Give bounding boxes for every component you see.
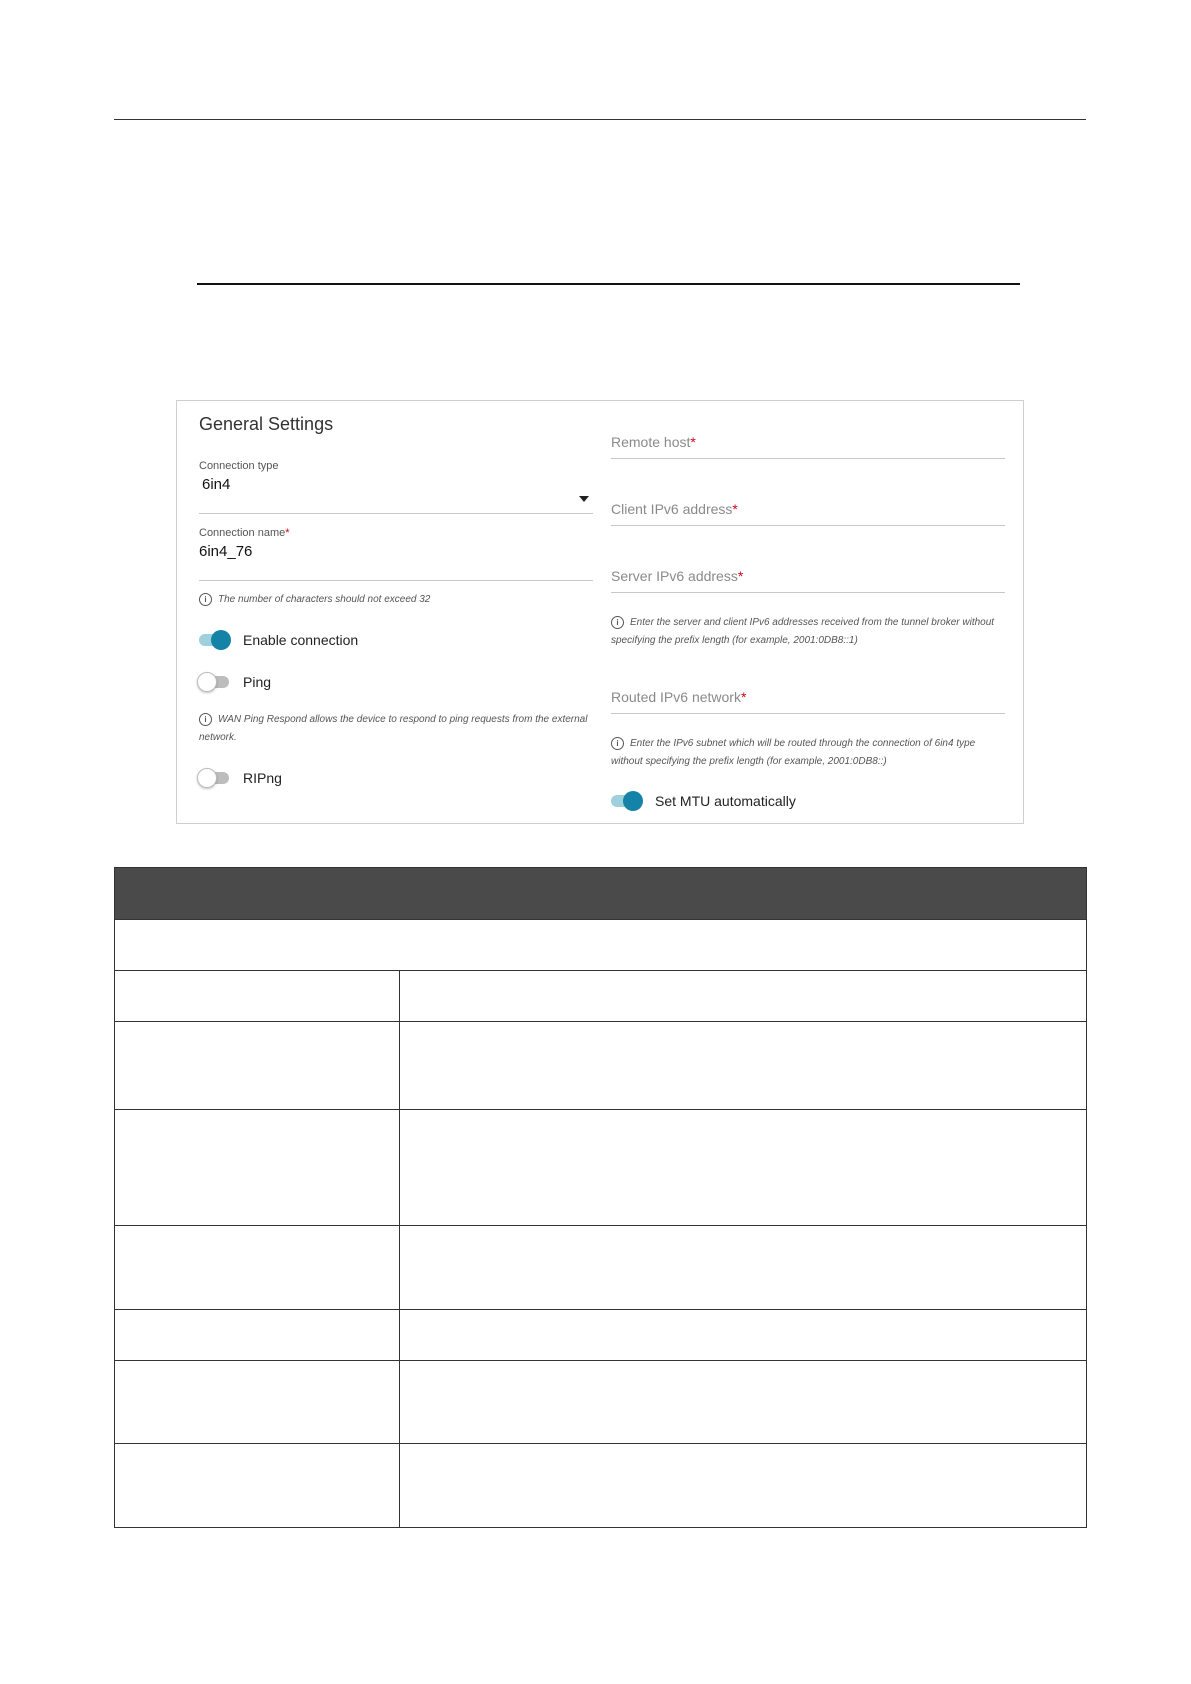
routed-hint: i Enter the IPv6 subnet which will be routed through the connection of 6in4 type without specifying the prefix length (for example, 2001:0DB8::): [611, 738, 976, 767]
table-row-name: [115, 971, 400, 1022]
client-ipv6-input[interactable]: Client IPv6 address*: [611, 501, 1005, 526]
table-row-desc: [400, 1310, 1087, 1361]
table-row-name: [115, 1226, 400, 1310]
table-section-row: [115, 920, 1087, 971]
set-mtu-toggle[interactable]: [611, 795, 641, 807]
table-header: [115, 868, 1087, 920]
table-row-name: [115, 1444, 400, 1528]
info-icon: i: [611, 737, 624, 750]
connection-name-field[interactable]: [199, 527, 593, 581]
ping-row: [199, 670, 271, 694]
chevron-down-icon: [579, 496, 589, 502]
ping-toggle[interactable]: [199, 676, 229, 688]
ipv6-hint: i Enter the server and client IPv6 addresses received from the tunnel broker without specifying the prefix length (for example, 2001:0DB8::1): [611, 617, 995, 646]
set-mtu-row: [611, 789, 796, 813]
connection-name-label: Connection name*: [199, 527, 290, 539]
section-title: General Settings: [199, 414, 334, 434]
enable-connection-row: [199, 628, 358, 652]
table-row-name: [115, 1310, 400, 1361]
ping-label: Ping: [243, 674, 272, 690]
table-row-desc: [400, 1110, 1087, 1226]
table-row-desc: [400, 1226, 1087, 1310]
enable-connection-label: Enable connection: [243, 632, 359, 648]
info-icon: i: [199, 713, 212, 726]
connection-type-value: 6in4: [202, 476, 231, 493]
ping-hint: i WAN Ping Respond allows the device to respond to ping requests from the external network.: [199, 714, 588, 743]
connection-name-value: 6in4_76: [199, 543, 253, 560]
set-mtu-label: Set MTU automatically: [655, 793, 796, 809]
routed-ipv6-input[interactable]: Routed IPv6 network*: [611, 689, 1005, 714]
remote-host-input[interactable]: Remote host*: [611, 434, 1005, 459]
ripng-label: RIPng: [243, 770, 282, 786]
connection-type-select[interactable]: [199, 460, 593, 514]
settings-screenshot: [176, 400, 1024, 824]
server-ipv6-input[interactable]: Server IPv6 address*: [611, 568, 1005, 593]
section-rule: [197, 283, 1020, 285]
enable-connection-toggle[interactable]: [199, 634, 229, 646]
name-hint: i The number of characters should not exceed 32: [199, 591, 593, 609]
ripng-toggle[interactable]: [199, 772, 229, 784]
table-row-name: [115, 1361, 400, 1444]
table-row-name: [115, 1110, 400, 1226]
info-icon: i: [199, 593, 212, 606]
table-row-desc: [400, 971, 1087, 1022]
table-row-name: [115, 1022, 400, 1110]
ripng-row: [199, 766, 282, 790]
page-header-rule: [114, 119, 1086, 120]
table-row-desc: [400, 1022, 1087, 1110]
table-row-desc: [400, 1361, 1087, 1444]
table-row-desc: [400, 1444, 1087, 1528]
info-icon: i: [611, 616, 624, 629]
parameters-table: [114, 867, 1087, 1528]
connection-type-label: Connection type: [199, 460, 279, 472]
